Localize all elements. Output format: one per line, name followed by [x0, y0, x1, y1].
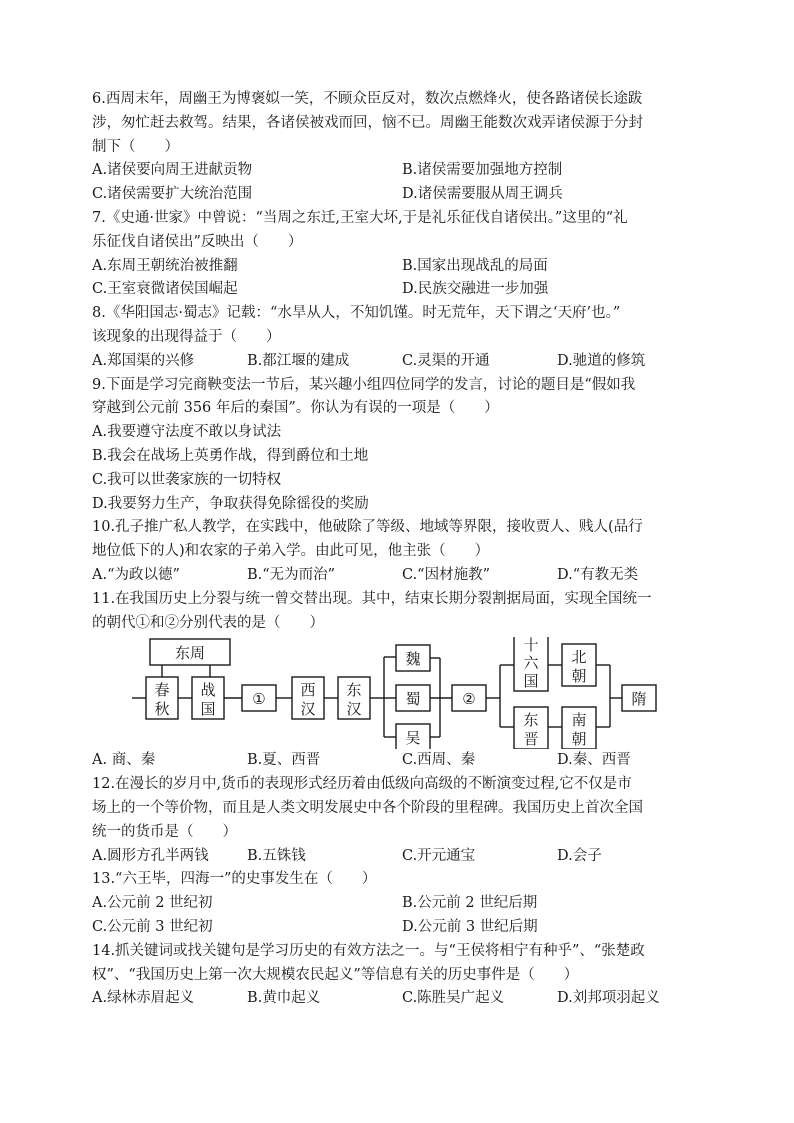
- option-b[interactable]: B.“无为而治”: [247, 566, 336, 583]
- label-xihan-2: 汉: [300, 700, 316, 719]
- question-14: [92, 940, 712, 1011]
- question-stem-line: 的朝代①和②分别代表的是（ ）: [92, 614, 324, 631]
- option-b[interactable]: B.夏、西晋: [247, 752, 321, 769]
- label-chunqiu-1: 春: [154, 681, 170, 700]
- option-a[interactable]: A.东周王朝统治被推翻: [92, 257, 238, 274]
- label-shiliuguo-1: 十: [523, 637, 539, 655]
- options-row: [92, 845, 712, 869]
- label-beichao-1: 北: [571, 648, 587, 667]
- question-stem-line: 6.西周末年，周幽王为博褒姒一笑，不顾众臣反对，数次点燃烽火，使各路诸侯长途跋: [92, 91, 643, 107]
- options-row: [92, 564, 712, 588]
- options-row: [92, 255, 712, 279]
- option-a[interactable]: A.我要遵守法度不敢以身试法: [92, 424, 282, 441]
- question-stem-line: 地位低下的人)和农家的子弟入学。由此可见，他主张（ ）: [92, 543, 490, 560]
- exam-page: [92, 88, 712, 1011]
- option-b[interactable]: B.都江堰的建成: [247, 352, 350, 369]
- question-stem-line: 该现象的出现得益于（ ）: [92, 328, 281, 345]
- label-beichao-2: 朝: [571, 667, 587, 686]
- option-d[interactable]: D.驰道的修筑: [557, 352, 646, 369]
- label-donghan-1: 东: [346, 681, 362, 700]
- option-d[interactable]: D.公元前 3 世纪后期: [402, 918, 538, 935]
- option-b[interactable]: B.国家出现战乱的局面: [402, 257, 548, 274]
- question-stem-line: 10.孔子推广私人教学，在实践中，他破除了等级、地域等界限，接收贾人、贱人(品行: [92, 519, 643, 536]
- question-stem-line: 8.《华阳国志·蜀志》记载：“水旱从人，不知饥馑。时无荒年，天下谓之‘天府’也。”: [92, 305, 621, 322]
- question-stem-line: 14.抓关键词或找关键句是学习历史的有效方法之一。与“王侯将相宁有种乎”、“张楚政: [92, 942, 645, 959]
- option-b[interactable]: B.五铢钱: [247, 847, 306, 864]
- option-a[interactable]: A.绿林赤眉起义: [92, 990, 195, 1007]
- question-stem-line: 12.在漫长的岁月中,货币的表现形式经历着由低级向高级的不断演变过程,它不仅是市: [92, 776, 632, 793]
- options-row: [92, 987, 712, 1011]
- options-row: [92, 159, 712, 183]
- label-shiliuguo-3: 国: [523, 672, 539, 691]
- label-nanchao-2: 朝: [571, 730, 587, 749]
- question-stem-line: 11.在我国历史上分裂与统一曾交替出现。其中，结束长期分裂割据局面，实现全国统一: [92, 590, 652, 607]
- dynasty-timeline-svg: [92, 637, 712, 749]
- option-d[interactable]: D.刘邦项羽起义: [557, 990, 660, 1007]
- option-c[interactable]: C.“因材施教”: [402, 566, 491, 583]
- option-a[interactable]: A.“为政以德”: [92, 566, 180, 583]
- option-d[interactable]: D.我要努力生产，争取获得免除徭役的奖励: [92, 495, 369, 512]
- option-d[interactable]: D.“有教无类: [557, 566, 639, 583]
- question-stem-line: 13.“六王毕，四海一”的史事发生在（ ）: [92, 871, 377, 888]
- question-stem-line: 制下（ ）: [92, 138, 179, 155]
- question-11: [92, 588, 712, 773]
- label-sui: 隋: [631, 690, 647, 709]
- question-stem-line: 乐征伐自诸侯出”反映出（ ）: [92, 233, 303, 250]
- option-c[interactable]: C.公元前 3 世纪初: [92, 918, 213, 935]
- options-row: [92, 183, 712, 207]
- option-c[interactable]: C.陈胜吴广起义: [402, 990, 505, 1007]
- label-zhanguo-1: 战: [200, 681, 216, 700]
- option-c[interactable]: C.灵渠的开通: [402, 352, 490, 369]
- options-row: [92, 350, 712, 374]
- option-a[interactable]: A.诸侯要向周王进献贡物: [92, 162, 253, 179]
- option-c[interactable]: C.我可以世袭家族的一切特权: [92, 471, 282, 488]
- label-dongzhou: 东周: [174, 644, 206, 663]
- option-b[interactable]: B.诸侯需要加强地方控制: [402, 162, 563, 179]
- label-circle-1: ①: [252, 690, 266, 709]
- option-a[interactable]: A.圆形方孔半两钱: [92, 847, 209, 864]
- options-row: [92, 278, 712, 302]
- label-zhanguo-2: 国: [200, 700, 216, 719]
- option-c[interactable]: C.开元通宝: [402, 847, 476, 864]
- label-donghan-2: 汉: [346, 700, 362, 719]
- dynasty-timeline-diagram: [92, 637, 712, 749]
- label-shu: 蜀: [405, 690, 421, 709]
- label-wei: 魏: [405, 650, 421, 669]
- question-6: [92, 88, 712, 207]
- question-9: [92, 374, 712, 517]
- label-shiliuguo-2: 六: [523, 654, 539, 673]
- options-row: [92, 749, 712, 773]
- label-wu: 吴: [405, 729, 421, 748]
- question-8: [92, 302, 712, 373]
- question-7: [92, 207, 712, 302]
- label-dongjin-2: 晋: [523, 730, 539, 749]
- label-chunqiu-2: 秋: [154, 700, 170, 719]
- option-c[interactable]: C.诸侯需要扩大统治范围: [92, 186, 253, 203]
- options-row: [92, 892, 712, 916]
- question-stem-line: 权”、“我国历史上第一次大规模农民起义”等信息有关的历史事件是（ ）: [92, 966, 579, 983]
- option-d[interactable]: D.民族交融进一步加强: [402, 281, 549, 298]
- option-b[interactable]: B.公元前 2 世纪后期: [402, 895, 538, 912]
- label-nanchao-1: 南: [571, 711, 587, 730]
- option-b[interactable]: B.黄巾起义: [247, 990, 321, 1007]
- option-d[interactable]: D.会子: [557, 847, 602, 864]
- option-a[interactable]: A.郑国渠的兴修: [92, 352, 195, 369]
- option-c[interactable]: C.西周、秦: [402, 752, 476, 769]
- question-12: [92, 773, 712, 868]
- option-a[interactable]: A.公元前 2 世纪初: [92, 895, 213, 912]
- question-13: [92, 868, 712, 939]
- question-stem-line: 穿越到公元前 356 年后的秦国”。你认为有误的一项是（ ）: [92, 400, 499, 417]
- question-stem-line: 统一的货币是（ ）: [92, 823, 237, 840]
- question-stem-line: 涉，匆忙赶去救驾。结果，各诸侯被戏而回，恼不已。周幽王能数次戏弄诸侯源于分封: [92, 114, 643, 131]
- label-xihan-1: 西: [300, 681, 316, 700]
- label-dongjin-1: 东: [523, 711, 539, 730]
- question-10: [92, 516, 712, 587]
- option-b[interactable]: B.我会在战场上英勇作战，得到爵位和土地: [92, 447, 369, 464]
- question-stem-line: 场上的一个等价物，而且是人类文明发展史中各个阶段的里程碑。我国历史上首次全国: [92, 799, 643, 816]
- option-d[interactable]: D.诸侯需要服从周王调兵: [402, 186, 563, 203]
- question-stem-line: 9.下面是学习完商鞅变法一节后，某兴趣小组四位同学的发言，讨论的题目是“假如我: [92, 376, 636, 393]
- option-a[interactable]: A. 商、秦: [92, 752, 156, 769]
- options-row: [92, 916, 712, 940]
- option-d[interactable]: D.秦、西晋: [557, 752, 631, 769]
- question-stem-line: 7.《史通·世家》中曾说：“当周之东迁,王室大坏,于是礼乐征伐自诸侯出。”这里的“礼: [92, 209, 628, 226]
- option-c[interactable]: C.王室衰微诸侯国崛起: [92, 281, 238, 298]
- label-circle-2: ②: [462, 690, 476, 709]
